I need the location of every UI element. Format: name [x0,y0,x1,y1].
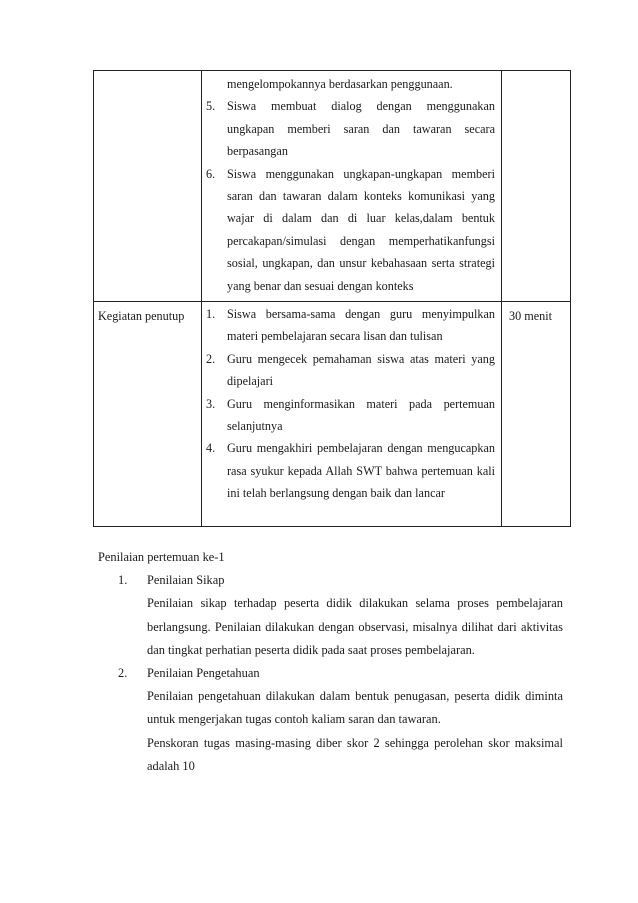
list-item [98,662,563,778]
step-number: 4. [206,441,216,456]
step-number: 1. [206,307,216,321]
activity-steps-cell [202,71,502,302]
step-number: 6. [206,166,216,181]
activity-name-cell [94,302,202,527]
step-number: 3. [206,396,216,411]
time-allocation: 30 menit [509,309,552,323]
activity-name [94,71,201,74]
list-item [202,437,495,504]
assessment-section [98,546,563,778]
step-text: Siswa bersama-sama dengan guru menyimpulkan materi pembelajaran secara lisan dan tulisan [227,307,495,344]
continued-step-text: mengelompokannya berdasarkan penggunaan. [227,77,453,91]
assessment-paragraph: Penskoran tugas masing-masing diber skor 2 sehingga perolehan skor maksimal adalah 10 [147,735,563,773]
assessment-number: 2. [118,666,128,681]
list-item [202,95,495,162]
list-item [98,569,563,662]
activity-name: Kegiatan penutup [98,309,185,323]
assessment-title: Penilaian Pengetahuan [147,666,260,681]
steps-list [202,302,501,505]
assessment-list [98,569,563,778]
step-number: 2. [206,351,216,366]
step-text: Guru menginformasikan materi pada pertemuan selanjutnya [227,396,495,434]
step-text: Guru mengecek pemahaman siswa atas materi yang dipelajari [227,351,495,389]
assessment-paragraph: Penilaian pengetahuan dilakukan dalam bentuk penugasan, peserta didik diminta untuk mengerjakan tugas contoh kaliam saran dan tawaran. [147,689,563,727]
steps-list [202,95,501,297]
assessment-title: Penilaian Sikap [147,573,225,588]
assessment-number: 1. [118,573,128,588]
step-text: Siswa membuat dialog dengan menggunakan ungkapan memberi saran dan tawaran secara berpasangan [227,99,495,159]
step-text: Siswa menggunakan ungkapan-ungkapan memberi saran dan tawaran dalam konteks komunikasi yang wajar di dalam dan di luar kelas,dalam bentuk percakapan/simulasi dengan memperhatikanfungsi sosial, ungkapan, dan unsur kebahasaan serta strategi yang benar dan sesuai dengan konteks [227,166,495,293]
table-row [94,302,571,527]
time-cell [502,71,571,302]
list-item [202,348,495,393]
lesson-plan-table [93,70,571,527]
list-item [202,303,495,348]
list-item [202,163,495,297]
list-item [202,393,495,438]
table-row [94,71,571,302]
step-text: Guru mengakhiri pembelajaran dengan mengucapkan rasa syukur kepada Allah SWT bahwa pertemuan kali ini telah berlangsung dengan baik dan lancar [227,441,495,501]
activity-steps-cell [202,302,502,527]
time-allocation [502,71,570,74]
time-cell [502,302,571,527]
step-number: 5. [206,99,216,114]
assessment-paragraph: Penilaian sikap terhadap peserta didik dilakukan selama proses pembelajaran berlangsung. Penilaian dilakukan dengan observasi, misalnya dilihat dari aktivitas dan tingkat perhatian peserta didik pada saat proses pembelajaran. [147,596,563,657]
assessment-heading: Penilaian pertemuan ke-1 [98,550,225,564]
activity-name-cell [94,71,202,302]
